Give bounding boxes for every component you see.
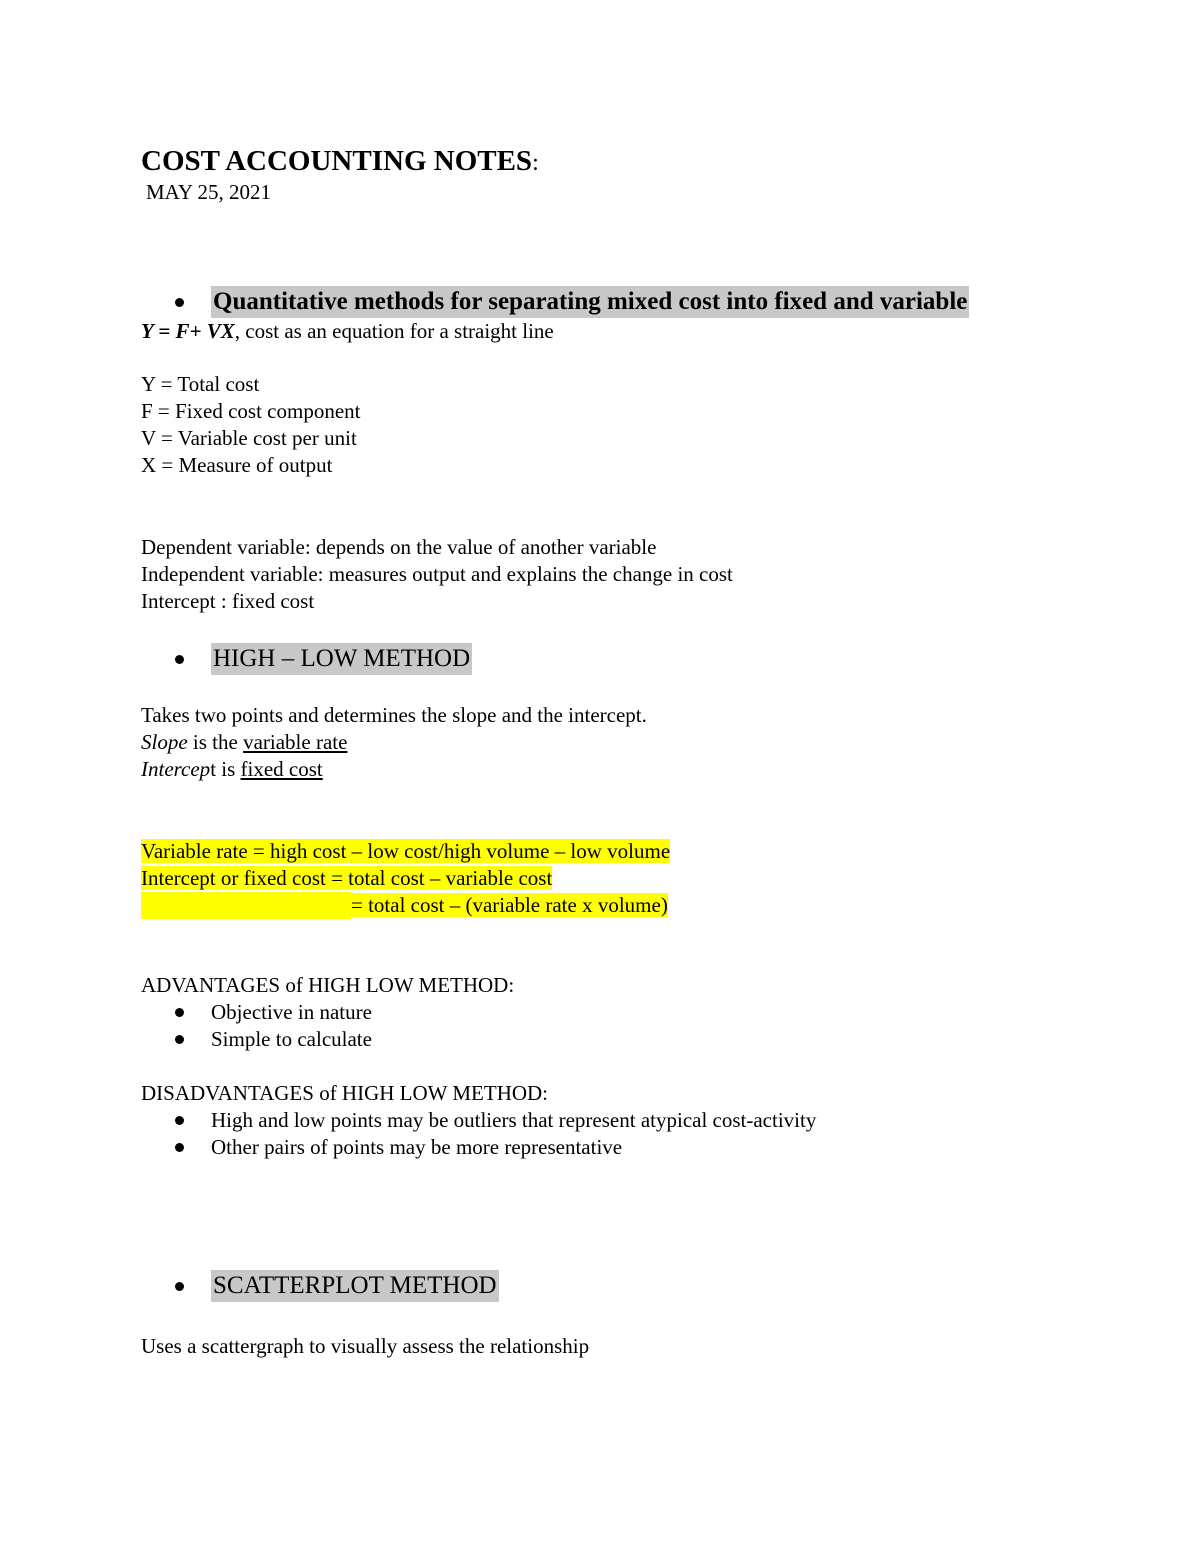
- list-item-text: High and low points may be outliers that represent atypical cost-activity: [211, 1108, 817, 1132]
- bullet-icon: [175, 1143, 184, 1152]
- list-item: [175, 1107, 816, 1134]
- list-item: [175, 999, 372, 1026]
- term-line: Intercept : fixed cost: [141, 589, 315, 613]
- definition-line: V = Variable cost per unit: [141, 426, 357, 450]
- intercept-tail: t is: [210, 757, 241, 781]
- definition-line: F = Fixed cost component: [141, 399, 361, 423]
- document-date: MAY 25, 2021: [146, 180, 272, 204]
- intercept-line: [141, 756, 323, 783]
- formula-line: [141, 865, 552, 892]
- section-heading-quantitative: [175, 286, 969, 318]
- slope-line: [141, 729, 347, 756]
- scatterplot-intro: Uses a scattergraph to visually assess the relationship: [141, 1334, 590, 1358]
- list-item-text: Simple to calculate: [211, 1027, 372, 1051]
- equation-formula: Y = F+ VX: [141, 319, 235, 343]
- bullet-icon: [175, 1008, 184, 1017]
- term-line: Independent variable: measures output and explains the change in cost: [141, 562, 733, 586]
- list-item: [175, 1134, 622, 1161]
- bullet-icon: [175, 1282, 184, 1291]
- section-heading-text: HIGH – LOW METHOD: [211, 643, 472, 675]
- title-text: COST ACCOUNTING NOTES: [141, 145, 533, 177]
- intercept-word: Intercep: [141, 757, 211, 781]
- list-item-text: Other pairs of points may be more representative: [211, 1135, 623, 1159]
- formula-text: Variable rate = high cost – low cost/high volume – low volume: [141, 839, 671, 863]
- bullet-icon: [175, 1035, 184, 1044]
- equation-description: , cost as an equation for a straight line: [234, 319, 554, 343]
- bullet-icon: [175, 298, 184, 307]
- advantages-title: ADVANTAGES of HIGH LOW METHOD:: [141, 973, 515, 997]
- page-title: [141, 143, 539, 181]
- formula-text: = total cost – (variable rate x volume): [351, 893, 668, 917]
- disadvantages-title: DISADVANTAGES of HIGH LOW METHOD:: [141, 1081, 549, 1105]
- bullet-icon: [175, 655, 184, 664]
- slope-word: Slope: [141, 730, 188, 754]
- section-heading-high-low: [175, 643, 472, 675]
- intercept-value: fixed cost: [240, 757, 323, 781]
- cost-equation: [141, 318, 554, 345]
- formula-indent: [141, 892, 351, 919]
- formula-text: Intercept or fixed cost = total cost – variable cost: [141, 866, 553, 890]
- section-heading-text: SCATTERPLOT METHOD: [211, 1270, 499, 1302]
- slope-value: variable rate: [243, 730, 348, 754]
- definition-line: Y = Total cost: [141, 372, 260, 396]
- section-heading-scatterplot: [175, 1270, 499, 1302]
- formula-line: [141, 892, 668, 919]
- title-colon: :: [532, 150, 539, 176]
- slope-mid: is the: [187, 730, 244, 754]
- list-item: [175, 1026, 372, 1053]
- term-line: Dependent variable: depends on the value of another variable: [141, 535, 657, 559]
- high-low-intro: Takes two points and determines the slope and the intercept.: [141, 703, 647, 727]
- bullet-icon: [175, 1116, 184, 1125]
- formula-line: [141, 838, 670, 865]
- section-heading-text: Quantitative methods for separating mixed cost into fixed and variable: [211, 286, 969, 318]
- list-item-text: Objective in nature: [211, 1000, 372, 1024]
- definition-line: X = Measure of output: [141, 453, 333, 477]
